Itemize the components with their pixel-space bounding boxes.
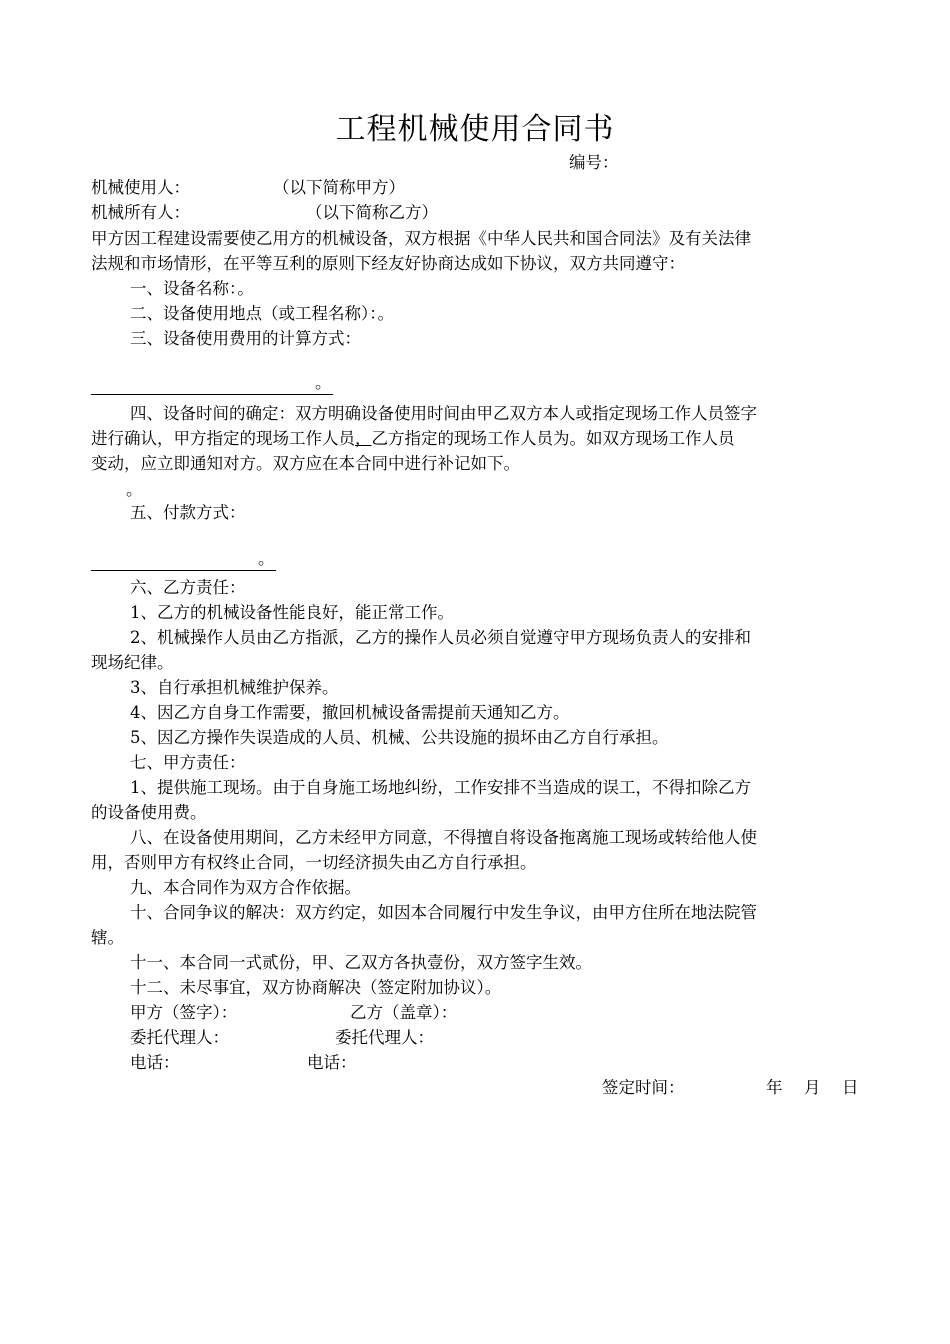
clause-12: 十二、未尽事宜，双方协商解决（签定附加协议）。 bbox=[130, 978, 502, 997]
intro-line-1: 甲方因工程建设需要使乙用方的机械设备，双方根据《中华人民共和国合同法》及有关法律 bbox=[91, 229, 751, 248]
intro-line-2: 法规和市场情形，在平等互利的原则下经友好协商达成如下协议，双方共同遵守： bbox=[91, 254, 685, 273]
clause-7-item-1-line-1: 1、提供施工现场。由于自身施工场地纠纷，工作安排不当造成的误工，不得扣除乙方 bbox=[130, 778, 751, 797]
clause-11: 十一、本合同一式贰份，甲、乙双方各执壹份，双方签字生效。 bbox=[130, 953, 592, 972]
clause-4-line-2a: 进行确认，甲方指定的现场工作人员 bbox=[91, 429, 355, 448]
clause-4-end: 。 bbox=[126, 480, 143, 499]
clause-6-item-3: 3、自行承担机械维护保养。 bbox=[130, 678, 339, 697]
blank-2-end: 。 bbox=[258, 549, 275, 568]
party-a-phone-label: 电话： bbox=[130, 1053, 180, 1072]
clause-8-line-1: 八、在设备使用期间，乙方未经甲方同意，不得擅自将设备拖离施工现场或转给他人使 bbox=[130, 828, 757, 847]
clause-6-item-4: 4、因乙方自身工作需要，撤回机械设备需提前天通知乙方。 bbox=[130, 703, 570, 722]
party-b-agent-label: 委托代理人： bbox=[335, 1028, 434, 1047]
clause-4-line-2 bbox=[91, 426, 735, 451]
party-a-agent-label: 委托代理人： bbox=[130, 1028, 229, 1047]
clause-6-item-1: 1、乙方的机械设备性能良好，能正常工作。 bbox=[130, 603, 454, 622]
contract-number-label: 编号： bbox=[569, 153, 619, 172]
clause-7-item-1-line-2: 的设备使用费。 bbox=[91, 803, 207, 822]
clause-5: 五、付款方式： bbox=[130, 503, 246, 522]
clause-10-line-1: 十、合同争议的解决：双方约定，如因本合同履行中发生争议，由甲方住所在地法院管 bbox=[130, 903, 757, 922]
fee-calculation-blank bbox=[91, 372, 333, 395]
staff-a-blank: ， bbox=[355, 429, 372, 448]
signing-date-label: 签定时间： bbox=[602, 1078, 685, 1097]
party-b-note: （以下简称乙方） bbox=[306, 203, 438, 222]
clause-7: 七、甲方责任： bbox=[130, 753, 246, 772]
clause-6-item-2-line-2: 现场纪律。 bbox=[91, 653, 174, 672]
party-a-label: 机械使用人： bbox=[91, 178, 190, 197]
blank-1-end: 。 bbox=[315, 373, 332, 392]
party-a-line bbox=[91, 175, 190, 200]
clause-6-item-2-line-1: 2、机械操作人员由乙方指派，乙方的操作人员必须自觉遵守甲方现场负责人的安排和 bbox=[130, 628, 751, 647]
clause-6-item-5: 5、因乙方操作失误造成的人员、机械、公共设施的损坏由乙方自行承担。 bbox=[130, 728, 669, 747]
clause-2: 二、设备使用地点（或工程名称）：。 bbox=[130, 304, 394, 323]
document-title: 工程机械使用合同书 bbox=[335, 112, 615, 147]
clause-10-line-2: 辖。 bbox=[91, 928, 124, 947]
party-b-phone-label: 电话： bbox=[307, 1053, 357, 1072]
signing-date-month: 月 bbox=[804, 1078, 821, 1097]
clause-8-line-2: 用，否则甲方有权终止合同，一切经济损失由乙方自行承担。 bbox=[91, 853, 537, 872]
signing-date-day: 日 bbox=[842, 1078, 859, 1097]
clause-1: 一、设备名称：。 bbox=[130, 279, 254, 298]
signing-date-year: 年 bbox=[766, 1078, 783, 1097]
clause-9: 九、本合同作为双方合作依据。 bbox=[130, 878, 361, 897]
party-a-note: （以下简称甲方） bbox=[273, 178, 405, 197]
clause-6: 六、乙方责任： bbox=[130, 578, 246, 597]
clause-4-line-2c: 乙方指定的现场工作人员为。如双方现场工作人员 bbox=[371, 429, 735, 448]
party-a-signature-label: 甲方（签字）： bbox=[130, 1003, 238, 1022]
clause-4-line-1: 四、设备时间的确定：双方明确设备使用时间由甲乙双方本人或指定现场工作人员签字 bbox=[130, 404, 757, 423]
party-b-label: 机械所有人： bbox=[91, 203, 190, 222]
payment-method-blank bbox=[91, 548, 276, 571]
clause-3: 三、设备使用费用的计算方式： bbox=[130, 329, 361, 348]
party-b-seal-label: 乙方（盖章）： bbox=[350, 1003, 458, 1022]
clause-4-line-3: 变动，应立即通知对方。双方应在本合同中进行补记如下。 bbox=[91, 454, 520, 473]
